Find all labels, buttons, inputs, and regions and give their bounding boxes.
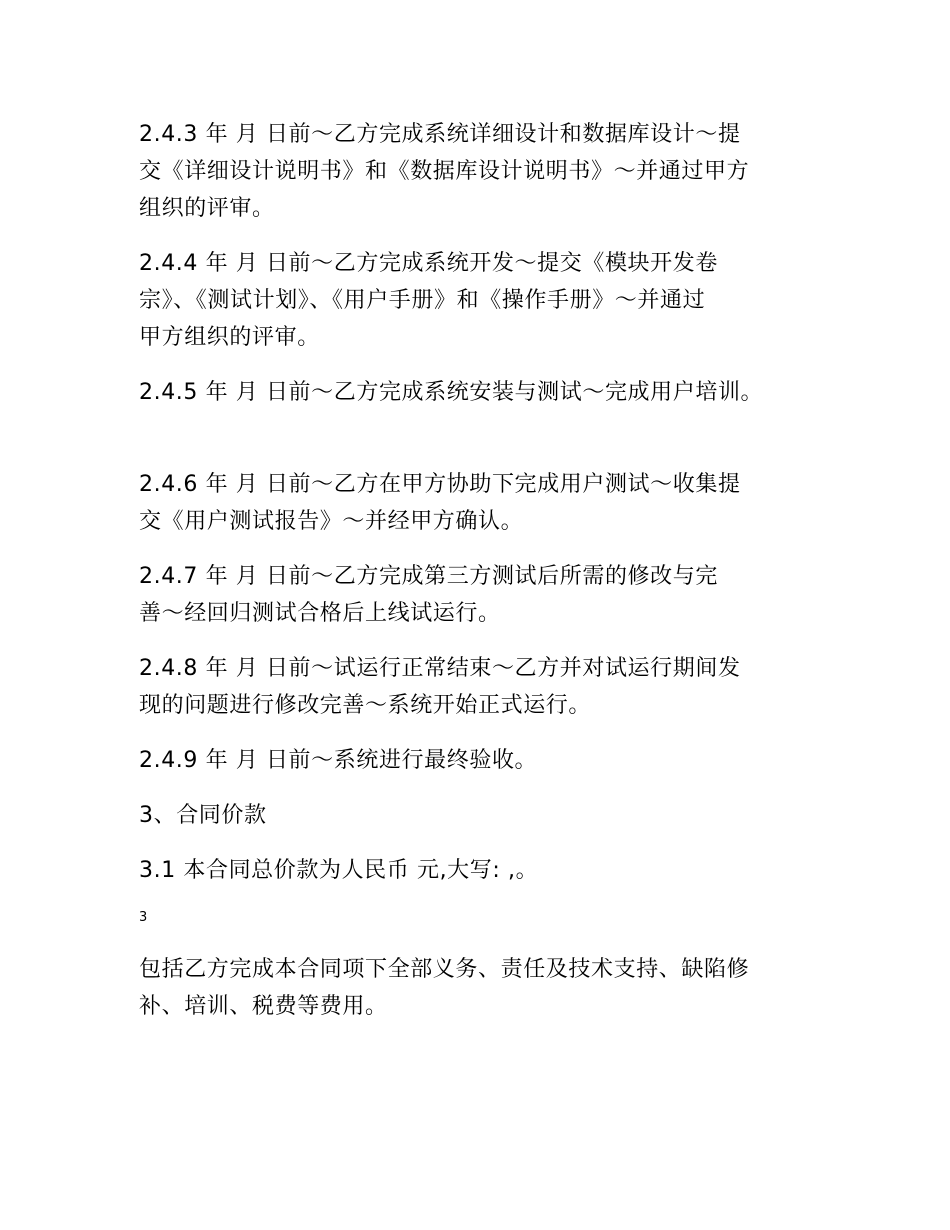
- text-line: 2.4.7 年 月 日前～乙方完成第三方测试后所需的修改与完: [139, 564, 718, 589]
- text-line: 2.4.6 年 月 日前～乙方在甲方协助下完成用户测试～收集提: [139, 472, 741, 497]
- text-line: 交《详细设计说明书》和《数据库设计说明书》～并通过甲方: [139, 159, 750, 184]
- text-line: 现的问题进行修改完善～系统开始正式运行。: [139, 693, 592, 718]
- text-line: 补、培训、税费等费用。: [139, 994, 388, 1019]
- text-line: 2.4.4 年 月 日前～乙方完成系统开发～提交《模块开发卷: [139, 251, 718, 276]
- text-line: 宗》、《测试计划》、《用户手册》和《操作手册》～并通过: [139, 288, 706, 313]
- text-line: 甲方组织的评审。: [139, 325, 320, 350]
- page-number: 3: [139, 910, 148, 925]
- text-line: 3.1 本合同总价款为人民币 元,大写: ,。: [139, 858, 539, 883]
- text-line: 包括乙方完成本合同项下全部义务、责任及技术支持、缺陷修: [139, 957, 750, 982]
- text-line: 2.4.9 年 月 日前～系统进行最终验收。: [139, 748, 538, 773]
- text-line: 组织的评审。: [139, 196, 275, 221]
- text-line: 2.4.3 年 月 日前～乙方完成系统详细设计和数据库设计～提: [139, 122, 741, 147]
- text-line: 2.4.5 年 月 日前～乙方完成系统安装与测试～完成用户培训。: [139, 380, 764, 405]
- text-line: 善～经回归测试合格后上线试运行。: [139, 601, 501, 626]
- section-heading: 3、合同价款: [139, 803, 267, 828]
- text-line: 交《用户测试报告》～并经甲方确认。: [139, 509, 524, 534]
- text-line: 2.4.8 年 月 日前～试运行正常结束～乙方并对试运行期间发: [139, 656, 741, 681]
